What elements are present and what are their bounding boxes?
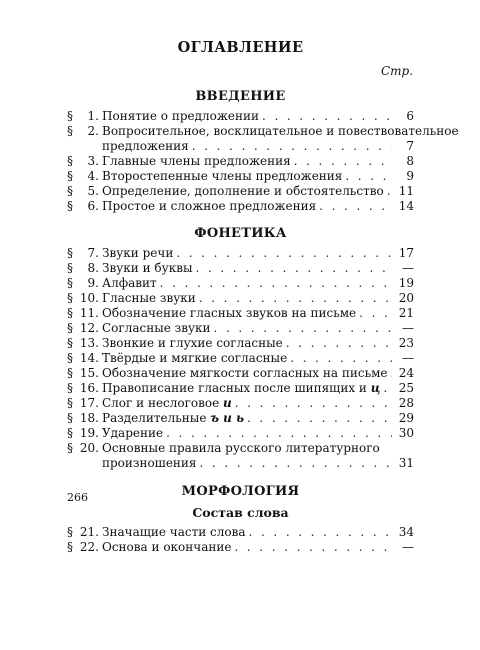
- toc-entry: [67, 199, 414, 214]
- toc-section-entries: [67, 246, 414, 471]
- entry-title: Ударение: [102, 426, 164, 440]
- entry-line: [102, 109, 414, 124]
- section-mark: §: [67, 411, 73, 425]
- entry-title: Второстепенные члены предложения: [102, 169, 343, 183]
- entry-page-number: 11: [398, 184, 414, 198]
- toc-entry: [67, 411, 414, 426]
- entry-number: 11.: [79, 306, 99, 320]
- toc-entry: [67, 321, 414, 336]
- toc-entry: [67, 154, 414, 169]
- toc-body: [67, 87, 459, 555]
- dot-leader: [356, 306, 392, 321]
- subsection-heading: Состав слова: [192, 505, 289, 520]
- entry-title: Правописание гласных после шипящих и: [102, 381, 367, 395]
- entry-line-continued: [102, 456, 414, 471]
- section-mark: §: [67, 321, 73, 335]
- entry-body: [102, 291, 414, 306]
- entry-line: [102, 411, 414, 426]
- entry-title: Основные правила русского литературного: [102, 441, 380, 455]
- entry-title: Вопросительное, восклицательное и повествовательное: [102, 124, 459, 138]
- toc-entry: [67, 366, 414, 381]
- entry-line: [102, 199, 414, 214]
- entry-body: [102, 276, 414, 291]
- toc-entry: [67, 396, 414, 411]
- section-mark: §: [67, 336, 73, 350]
- entry-body: [102, 154, 414, 169]
- entry-number: 7.: [87, 246, 99, 260]
- entry-number: 3.: [87, 154, 99, 168]
- entry-body: [102, 396, 414, 411]
- toc-entry: [67, 306, 414, 321]
- dot-leader: [231, 540, 392, 555]
- toc-entry: [67, 336, 414, 351]
- entry-page-number: 34: [398, 525, 414, 539]
- section-heading: ВВЕДЕНИЕ: [195, 89, 286, 104]
- entry-body: [102, 321, 414, 336]
- entry-line: [102, 336, 414, 351]
- entry-page-number: 7: [406, 139, 414, 153]
- entry-title: Понятие о предложении: [102, 109, 260, 123]
- dot-leader: [244, 411, 392, 426]
- entry-title: Звуки и буквы: [102, 261, 193, 275]
- dot-leader: [173, 246, 392, 261]
- entry-number: 17.: [79, 396, 99, 410]
- dot-leader: [283, 336, 392, 351]
- section-mark: §: [67, 291, 73, 305]
- section-mark: §: [67, 441, 73, 455]
- section-mark: §: [67, 124, 73, 138]
- section-heading: МОРФОЛОГИЯ: [181, 484, 300, 499]
- entry-line: [102, 154, 414, 169]
- section-mark: §: [67, 169, 73, 183]
- entry-page-number: 28: [398, 396, 414, 410]
- section-mark: §: [67, 525, 73, 539]
- section-mark: §: [67, 306, 73, 320]
- page-number: 266: [67, 491, 88, 504]
- entry-title: Звуки речи: [102, 246, 174, 260]
- entry-number: 12.: [79, 321, 99, 335]
- dot-leader: [291, 154, 392, 169]
- toc-entry: [67, 261, 414, 276]
- entry-page-number: 8: [406, 154, 414, 168]
- entry-page-number: 23: [398, 336, 414, 350]
- entry-title: Звонкие и глухие согласные: [102, 336, 283, 350]
- dot-leader: [246, 525, 392, 540]
- entry-body: [102, 306, 414, 321]
- toc-section-entries: [67, 525, 414, 555]
- entry-title: Алфавит: [102, 276, 157, 290]
- entry-line: [102, 366, 414, 381]
- toc-entry: [67, 525, 414, 540]
- section-mark: §: [67, 381, 73, 395]
- entry-page-number: 21: [398, 306, 414, 320]
- entry-line: [102, 276, 414, 291]
- entry-number: 14.: [79, 351, 99, 365]
- entry-page-number: 30: [398, 426, 414, 440]
- dot-leader: [232, 396, 392, 411]
- entry-page-number: 9: [406, 169, 414, 183]
- section-mark: §: [67, 366, 73, 380]
- entry-title: Обозначение гласных звуков на письме: [102, 306, 357, 320]
- toc-entry: [67, 381, 414, 396]
- toc-section-entries: [67, 109, 459, 214]
- entry-number: 1.: [87, 109, 99, 123]
- entry-title: Главные члены предложения: [102, 154, 291, 168]
- entry-page-number: —: [402, 540, 414, 554]
- entry-number: 6.: [87, 199, 99, 213]
- page-column-label: Стр.: [380, 64, 413, 78]
- entry-body: [102, 261, 414, 276]
- entry-number: 13.: [79, 336, 99, 350]
- entry-title: Значащие части слова: [102, 525, 246, 539]
- entry-page-number: 19: [398, 276, 414, 290]
- dot-leader: [287, 351, 392, 366]
- dot-leader: [380, 381, 392, 396]
- dot-leader: [259, 109, 392, 124]
- entry-number: 9.: [87, 276, 99, 290]
- entry-body: [102, 540, 414, 555]
- entry-title-letter: ъ и ь: [210, 411, 244, 425]
- entry-title-continued: предложения: [102, 139, 189, 153]
- entry-title: Твёрдые и мягкие согласные: [102, 351, 288, 365]
- entry-title: Слог и неслоговое: [102, 396, 220, 410]
- entry-title: Разделительные: [102, 411, 207, 425]
- entry-body: [102, 184, 414, 199]
- entry-body: [102, 336, 414, 351]
- section-mark: §: [67, 109, 73, 123]
- entry-line: [102, 246, 414, 261]
- entry-number: 10.: [79, 291, 99, 305]
- entry-line: [102, 261, 414, 276]
- entry-body: [102, 381, 414, 396]
- entry-body: [102, 109, 414, 124]
- section-mark: §: [67, 154, 73, 168]
- dot-leader: [163, 426, 392, 441]
- entry-line: [102, 169, 414, 184]
- toc-entry: [67, 246, 414, 261]
- entry-number: 15.: [79, 366, 99, 380]
- dot-leader: [196, 291, 392, 306]
- toc-entry: [67, 351, 414, 366]
- entry-title-letter: ц: [370, 381, 381, 395]
- toc-entry: [67, 426, 414, 441]
- entry-page-number: —: [402, 351, 414, 365]
- section-heading: ФОНЕТИКА: [194, 226, 287, 241]
- entry-line: [102, 396, 414, 411]
- entry-title-letter: и: [223, 396, 232, 410]
- entry-body: [102, 124, 459, 154]
- section-mark: §: [67, 396, 73, 410]
- entry-line: [102, 381, 414, 396]
- entry-page-number: 14: [398, 199, 414, 213]
- entry-page-number: 20: [398, 291, 414, 305]
- table-of-contents: [67, 38, 459, 555]
- entry-line: [102, 306, 414, 321]
- entry-title: Обозначение мягкости согласных на письме: [102, 366, 388, 380]
- entry-number: 8.: [87, 261, 99, 275]
- entry-line-continued: [102, 139, 414, 154]
- dot-leader: [197, 456, 393, 471]
- entry-line: [102, 525, 414, 540]
- entry-line: [102, 540, 414, 555]
- toc-entry: [67, 184, 414, 199]
- toc-entry: [67, 109, 414, 124]
- entry-body: [102, 199, 414, 214]
- entry-body: [102, 366, 414, 381]
- entry-page-number: 24: [398, 366, 414, 380]
- entry-line: [102, 426, 414, 441]
- entry-page-number: —: [402, 261, 414, 275]
- entry-body: [102, 411, 414, 426]
- entry-line: [102, 441, 414, 456]
- dot-leader: [211, 321, 392, 336]
- entry-title: Основа и окончание: [102, 540, 232, 554]
- entry-number: 2.: [87, 124, 99, 138]
- entry-page-number: 29: [398, 411, 414, 425]
- entry-page-number: —: [402, 321, 414, 335]
- entry-number: 16.: [79, 381, 99, 395]
- toc-entry: [67, 276, 414, 291]
- entry-page-number: 31: [398, 456, 414, 470]
- entry-number: 18.: [79, 411, 99, 425]
- entry-page-number: 6: [406, 109, 414, 123]
- entry-title: Простое и сложное предложения: [102, 199, 317, 213]
- entry-body: [102, 426, 414, 441]
- section-mark: §: [67, 246, 73, 260]
- entry-number: 21.: [79, 525, 99, 539]
- entry-number: 20.: [79, 441, 99, 455]
- entry-title: Согласные звуки: [102, 321, 211, 335]
- entry-line: [102, 291, 414, 306]
- entry-body: [102, 525, 414, 540]
- section-mark: §: [67, 426, 73, 440]
- dot-leader: [193, 261, 392, 276]
- toc-entry: [67, 291, 414, 306]
- dot-leader: [189, 139, 392, 154]
- entry-line: [102, 184, 414, 199]
- toc-entry: [67, 124, 459, 154]
- entry-line: [102, 321, 414, 336]
- dot-leader: [316, 199, 392, 214]
- section-mark: §: [67, 199, 73, 213]
- entry-title-continued: произношения: [102, 456, 197, 470]
- entry-body: [102, 441, 414, 471]
- section-mark: §: [67, 184, 73, 198]
- entry-body: [102, 351, 414, 366]
- entry-number: 4.: [87, 169, 99, 183]
- toc-entry: [67, 540, 414, 555]
- toc-title: ОГЛАВЛЕНИЕ: [177, 39, 304, 56]
- entry-line: [102, 124, 459, 139]
- entry-page-number: 25: [398, 381, 414, 395]
- dot-leader: [384, 184, 392, 199]
- entry-page-number: 17: [398, 246, 414, 260]
- section-mark: §: [67, 261, 73, 275]
- dot-leader: [157, 276, 392, 291]
- toc-entry: [67, 169, 414, 184]
- entry-body: [102, 246, 414, 261]
- section-mark: §: [67, 276, 73, 290]
- entry-number: 5.: [87, 184, 99, 198]
- entry-line: [102, 351, 414, 366]
- toc-entry: [67, 441, 414, 471]
- section-mark: §: [67, 351, 73, 365]
- entry-number: 19.: [79, 426, 99, 440]
- dot-leader: [342, 169, 392, 184]
- entry-body: [102, 169, 414, 184]
- entry-title: Определение, дополнение и обстоятельство: [102, 184, 384, 198]
- entry-number: 22.: [79, 540, 99, 554]
- entry-title: Гласные звуки: [102, 291, 196, 305]
- section-mark: §: [67, 540, 73, 554]
